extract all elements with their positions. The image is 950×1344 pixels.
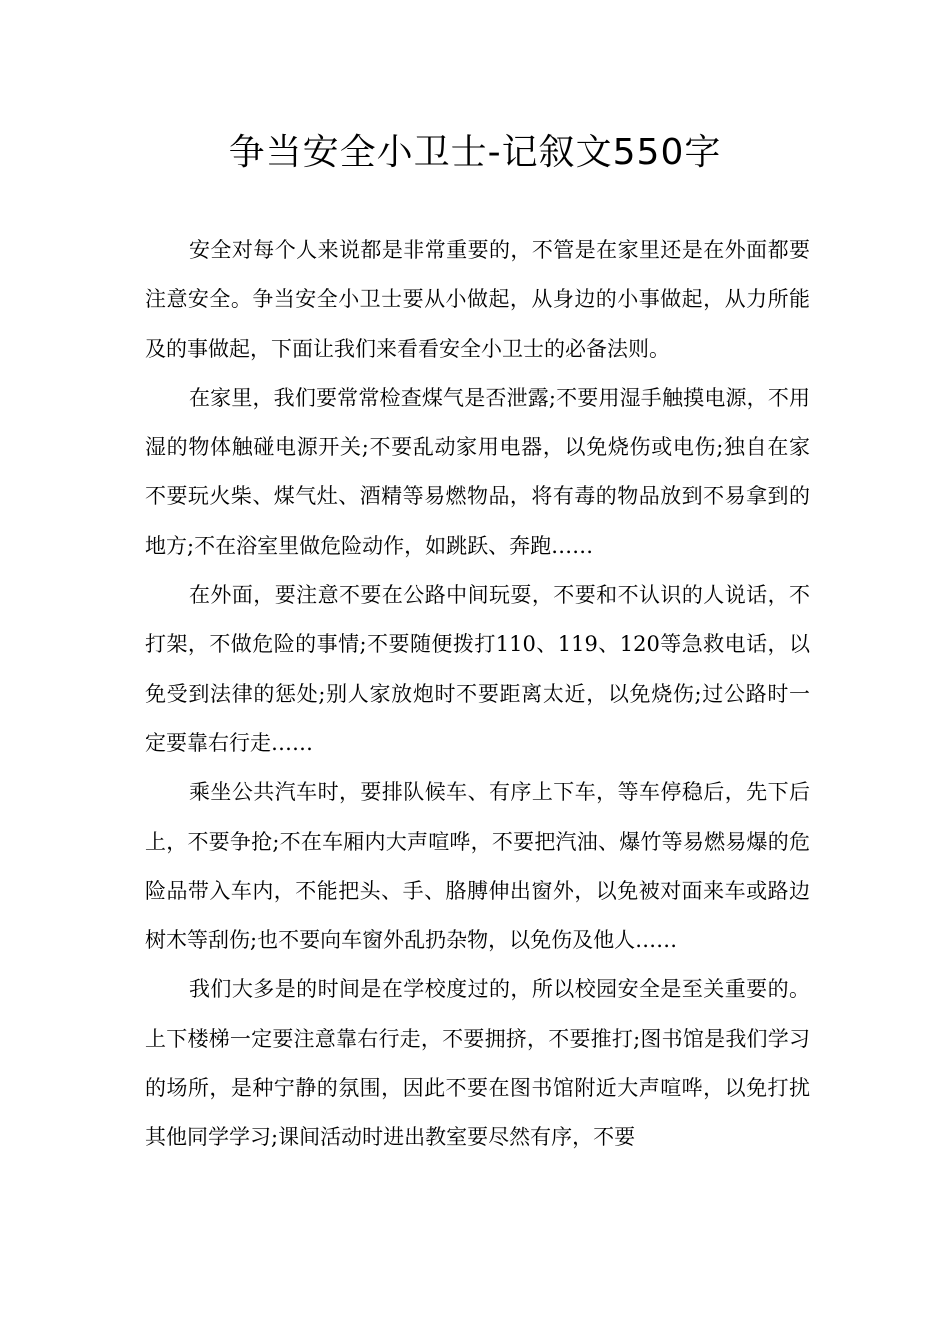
paragraph-school-safety: 我们大多是的时间是在学校度过的，所以校园安全是至关重要的。上下楼梯一定要注意靠右行走，不要拥挤，不要推打;图书馆是我们学习的场所，是种宁静的氛围，因此不要在图书馆附近大声喧哗，以免打扰其他同学学习;课间活动时进出教室要尽然有序，不要 bbox=[145, 977, 810, 1150]
paragraph-bus-safety: 乘坐公共汽车时，要排队候车、有序上下车，等车停稳后，先下后上，不要争抢;不在车厢内大声喧哗，不要把汽油、爆竹等易燃易爆的危险品带入车内，不能把头、手、胳膊伸出窗外，以免被对面来车或路边树木等刮伤;也不要向车窗外乱扔杂物，以免伤及他人…… bbox=[145, 780, 810, 953]
document-body bbox=[145, 226, 810, 1163]
paragraph-intro: 安全对每个人来说都是非常重要的，不管是在家里还是在外面都要注意安全。争当安全小卫士要从小做起，从身边的小事做起，从力所能及的事做起，下面让我们来看看安全小卫士的必备法则。 bbox=[145, 238, 810, 361]
document-title: 争当安全小卫士-记叙文550字 bbox=[228, 132, 722, 173]
paragraph-outdoor-safety: 在外面，要注意不要在公路中间玩耍，不要和不认识的人说话，不打架，不做危险的事情;不要随便拨打110、119、120等急救电话，以免受到法律的惩处;别人家放炮时不要距离太近，以免烧伤;过公路时一定要靠右行走…… bbox=[145, 583, 810, 755]
paragraph-home-safety: 在家里，我们要常常检查煤气是否泄露;不要用湿手触摸电源，不用湿的物体触碰电源开关;不要乱动家用电器，以免烧伤或电伤;独自在家不要玩火柴、煤气灶、酒精等易燃物品，将有毒的物品放到不易拿到的地方;不在浴室里做危险动作，如跳跃、奔跑…… bbox=[145, 385, 810, 558]
